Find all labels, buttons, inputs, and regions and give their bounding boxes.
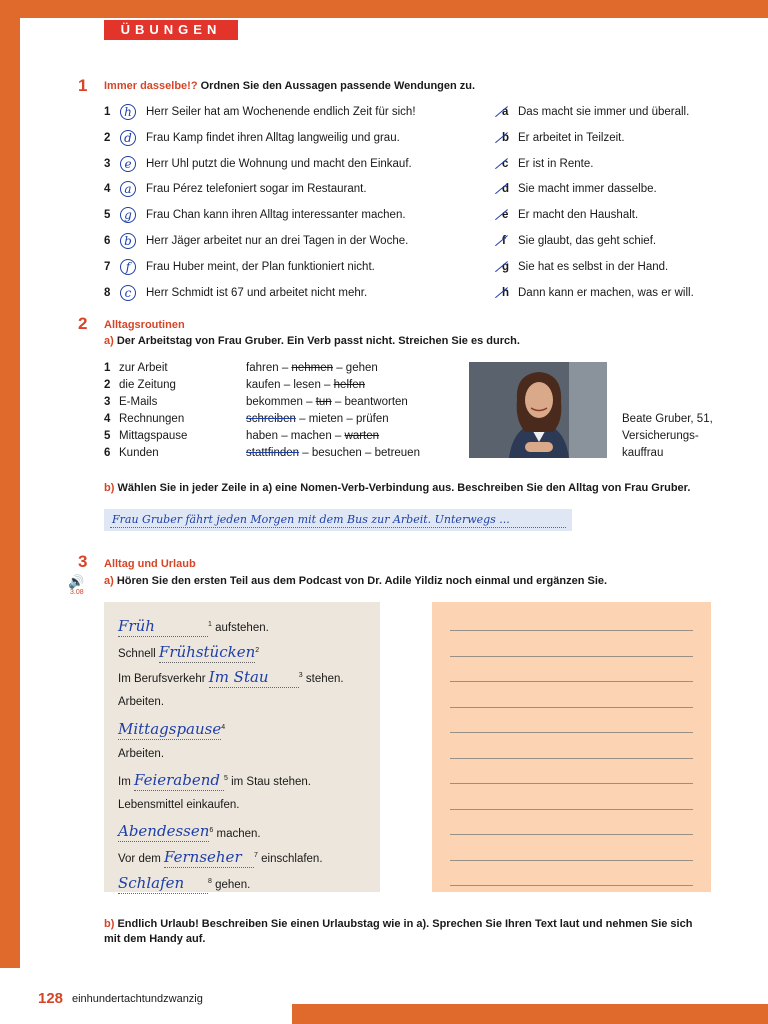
line-text: Arbeiten.: [118, 747, 165, 760]
match-letter: a: [502, 106, 509, 118]
exercise-1-instruction: Ordnen Sie den Aussagen passende Wendungen zu.: [200, 80, 476, 92]
verb-option[interactable]: helfen: [333, 379, 365, 391]
dash: –: [281, 430, 288, 442]
page-number-words: einhundertachtundzwanzig: [72, 993, 203, 1005]
match-text: Er macht den Haushalt.: [518, 209, 639, 222]
row-number: 3: [104, 157, 111, 170]
statement-text: Frau Pérez telefoniert sogar im Restaurant.: [146, 183, 367, 196]
verb-option[interactable]: gehen: [345, 362, 378, 374]
writing-line: [450, 860, 693, 861]
handwritten-answer: Früh: [118, 616, 155, 635]
dash: –: [334, 396, 342, 408]
line-text: stehen.: [305, 673, 344, 686]
handwritten-answer: Frühstücken: [158, 642, 256, 661]
exercise-1-number: 1: [78, 76, 88, 95]
gap-blank[interactable]: [209, 669, 299, 688]
gap-blank[interactable]: [118, 618, 208, 637]
verb-option[interactable]: bekommen: [246, 396, 303, 408]
row-number: 1: [104, 362, 111, 374]
writing-line: [450, 758, 693, 759]
verb-option[interactable]: betreuen: [374, 447, 420, 459]
line-text: Lebensmittel einkaufen.: [118, 798, 240, 811]
noun-text: zur Arbeit: [119, 362, 168, 374]
gap-fill-line: [118, 746, 376, 762]
caption-line: Beate Gruber, 51,: [622, 413, 713, 425]
exercise-3a-instruction: Hören Sie den ersten Teil aus dem Podcast von Dr. Adile Yildiz noch einmal und ergänzen Sie.: [116, 575, 608, 587]
gap-blank[interactable]: [159, 644, 255, 663]
row-number: 7: [104, 260, 111, 273]
gap-number: 4: [221, 723, 226, 731]
verb-row: [104, 377, 464, 393]
row-number: 4: [104, 413, 111, 425]
statement-text: Herr Jäger arbeitet nur an drei Tagen in der Woche.: [146, 235, 409, 247]
dash: –: [302, 447, 309, 459]
line-text: Im: [118, 776, 131, 789]
handwritten-answer: Fernseher: [164, 848, 242, 867]
match-text: Sie macht immer dasselbe.: [518, 183, 657, 196]
line-text: gehen.: [215, 878, 251, 891]
answer-circle[interactable]: d: [120, 130, 136, 146]
match-text: Sie glaubt, das geht schief.: [518, 235, 657, 247]
matching-row: [104, 207, 704, 223]
verb-option[interactable]: mieten: [308, 413, 344, 425]
gap-fill-line: [118, 694, 376, 710]
writing-line: [450, 656, 693, 657]
match-letter: b: [502, 131, 510, 144]
row-number: 2: [104, 379, 111, 391]
match-letter: d: [502, 183, 510, 196]
noun-text: E-Mails: [119, 396, 158, 408]
verb-option[interactable]: prüfen: [356, 413, 389, 425]
gap-number: 1: [208, 621, 212, 628]
exercise-2-number: 2: [78, 314, 88, 333]
line-text: Vor dem: [118, 853, 161, 866]
line-text: im Stau stehen.: [231, 776, 311, 789]
handwritten-answer: Im Stau: [208, 668, 269, 687]
row-number: 5: [104, 430, 111, 442]
writing-line: [450, 783, 693, 784]
verb-row: [104, 360, 464, 376]
exercise-2-title: Alltagsroutinen: [104, 319, 185, 331]
verb-option[interactable]: haben: [246, 430, 278, 442]
dash: –: [346, 413, 353, 425]
writing-line: [450, 630, 693, 631]
dash: –: [324, 379, 331, 391]
verb-option[interactable]: lesen: [293, 379, 321, 391]
gap-fill-line: [118, 874, 376, 890]
match-text: Sie hat es selbst in der Hand.: [518, 260, 669, 273]
gap-number: 6: [209, 826, 214, 834]
verb-row: [104, 411, 464, 427]
dash: –: [299, 413, 306, 425]
top-band: [0, 0, 768, 18]
matching-row: [104, 130, 704, 146]
line-text: aufstehen.: [215, 621, 269, 634]
writing-line: [450, 732, 693, 733]
answer-circle[interactable]: h: [120, 104, 136, 120]
example-answer-text: Frau Gruber fährt jeden Morgen mit dem Bus zur Arbeit. Unterwegs ...: [112, 513, 510, 526]
exercise-3-title: Alltag und Urlaub: [104, 558, 196, 570]
dash: –: [334, 430, 342, 442]
row-number: 3: [104, 396, 111, 408]
photo-caption: [622, 411, 713, 462]
match-letter: h: [502, 286, 510, 299]
match-letter: f: [502, 235, 506, 247]
statement-text: Herr Schmidt ist 67 und arbeitet nicht mehr.: [146, 286, 368, 299]
writing-box[interactable]: [432, 602, 711, 892]
verb-choices: [246, 411, 389, 427]
matching-row: [104, 181, 704, 197]
statement-text: Frau Kamp findet ihren Alltag langweilig und grau.: [146, 131, 400, 144]
verb-choices: [246, 377, 365, 393]
line-text: Schnell: [118, 647, 156, 660]
handwritten-answer: Mittagspause: [118, 719, 222, 738]
dash: –: [336, 362, 343, 374]
verb-option[interactable]: stattfinden: [246, 447, 300, 459]
example-answer-line[interactable]: [104, 509, 572, 531]
answer-circle[interactable]: b: [120, 233, 136, 249]
gap-fill-line: [118, 668, 376, 687]
verb-option[interactable]: tun: [315, 396, 332, 408]
matching-row: [104, 104, 704, 120]
match-text: Er arbeitet in Teilzeit.: [518, 131, 625, 144]
dotted-line: [110, 527, 566, 528]
part-a-label: a): [104, 575, 114, 587]
gap-number: 2: [255, 646, 260, 654]
matching-row: [104, 259, 704, 275]
verb-option[interactable]: besuchen: [311, 447, 362, 459]
answer-circle[interactable]: e: [120, 156, 136, 172]
part-a-label: a): [104, 335, 114, 347]
line-text: Im Berufsverkehr: [118, 673, 206, 686]
exercise-1-heading: [104, 80, 475, 92]
page-number: 128: [38, 990, 64, 1007]
exercise-1-title: Immer dasselbe!?: [104, 80, 198, 92]
verb-row: [104, 445, 464, 461]
verb-option[interactable]: warten: [344, 430, 380, 442]
noun-text: die Zeitung: [119, 379, 176, 391]
gap-blank[interactable]: [164, 849, 254, 868]
verb-choices: [246, 360, 378, 376]
row-number: 5: [104, 209, 111, 222]
gap-blank[interactable]: [134, 772, 224, 791]
verb-option[interactable]: beantworten: [344, 396, 408, 408]
exercise-3-number: 3: [78, 552, 88, 571]
dash: –: [364, 447, 372, 459]
row-number: 2: [104, 131, 111, 144]
gap-blank[interactable]: [118, 875, 208, 894]
part-b-label: b): [104, 918, 115, 930]
verb-option[interactable]: nehmen: [291, 362, 333, 374]
line-text: Arbeiten.: [118, 696, 165, 709]
part-b-label: b): [104, 482, 115, 494]
line-text: machen.: [216, 827, 261, 840]
bottom-band: [292, 1004, 768, 1024]
gap-fill-line: [118, 643, 376, 659]
exercise-3b-instruction: Endlich Urlaub! Beschreiben Sie einen Urlaubstag wie in a). Sprechen Sie Ihren Text laut und nehmen Sie sich mit dem Handy auf.: [104, 918, 693, 945]
left-band: [0, 0, 20, 968]
matching-row: [104, 233, 704, 249]
caption-line: kauffrau: [622, 447, 664, 459]
gap-number: 3: [298, 672, 303, 680]
gap-fill-line: [118, 797, 376, 813]
dash: –: [306, 396, 313, 408]
row-number: 8: [104, 286, 111, 299]
statement-text: Herr Seiler hat am Wochenende endlich Zeit für sich!: [146, 106, 416, 118]
exercise-2b-instruction: Wählen Sie in jeder Zeile in a) eine Nomen-Verb-Verbindung aus. Beschreiben Sie den Alltag von Frau Gruber.: [117, 482, 691, 494]
verb-option[interactable]: schreiben: [246, 413, 296, 425]
exercise-2a-heading: [104, 335, 520, 347]
section-tag: ÜBUNGEN: [104, 20, 238, 40]
noun-text: Kunden: [119, 447, 159, 459]
gap-fill-line: [118, 771, 376, 790]
writing-line: [450, 885, 693, 886]
gap-number: 5: [223, 775, 228, 783]
verb-row: [104, 394, 464, 410]
handwritten-answer: Feierabend: [133, 771, 220, 790]
exercise-2a-instruction: Der Arbeitstag von Frau Gruber. Ein Verb passt nicht. Streichen Sie es durch.: [116, 335, 520, 347]
matching-row: [104, 285, 704, 301]
gap-blank[interactable]: [118, 721, 221, 740]
match-letter: g: [502, 260, 510, 273]
gap-fill-line: [118, 720, 376, 736]
speaker-icon[interactable]: 🔊: [68, 574, 85, 589]
answer-circle[interactable]: f: [120, 259, 136, 275]
match-text: Er ist in Rente.: [518, 157, 594, 170]
exercise-2b-heading: [104, 482, 690, 494]
noun-text: Mittagspause: [119, 430, 188, 442]
gap-number: 7: [254, 852, 258, 860]
audio-track: 3.08: [70, 589, 84, 596]
statement-text: Herr Uhl putzt die Wohnung und macht den Einkauf.: [146, 157, 412, 170]
verb-choices: [246, 445, 420, 461]
exercise-3b-heading: [104, 917, 704, 947]
writing-line: [450, 707, 693, 708]
row-number: 6: [104, 235, 111, 247]
verb-option[interactable]: kaufen: [246, 379, 281, 391]
row-number: 1: [104, 106, 111, 118]
line-text: einschlafen.: [261, 853, 323, 866]
statement-text: Frau Huber meint, der Plan funktioniert nicht.: [146, 260, 375, 273]
gap-fill-line: [118, 617, 376, 633]
row-number: 6: [104, 447, 111, 459]
verb-option[interactable]: machen: [290, 430, 332, 442]
match-letter: c: [502, 157, 509, 170]
dash: –: [281, 362, 289, 374]
woman-photo: [469, 362, 607, 458]
exercise-3a-heading: [104, 575, 607, 587]
gap-number: 8: [208, 878, 212, 885]
gap-blank[interactable]: [118, 823, 209, 842]
handwritten-answer: Schlafen: [118, 873, 185, 892]
row-number: 4: [104, 183, 111, 196]
noun-text: Rechnungen: [119, 413, 185, 425]
caption-line: Versicherungs-: [622, 430, 699, 442]
writing-line: [450, 681, 693, 682]
verb-row: [104, 428, 464, 444]
writing-line: [450, 809, 693, 810]
handwritten-answer: Abendessen: [118, 822, 210, 841]
verb-option[interactable]: fahren: [246, 362, 279, 374]
gap-fill-line: [118, 848, 376, 867]
verb-choices: [246, 394, 408, 410]
match-text: Das macht sie immer und überall.: [518, 106, 690, 118]
answer-circle[interactable]: a: [120, 181, 136, 197]
dash: –: [283, 379, 291, 391]
answer-circle[interactable]: c: [120, 285, 136, 301]
match-letter: e: [502, 209, 509, 222]
gap-fill-line: [118, 823, 376, 839]
statement-text: Frau Chan kann ihren Alltag interessanter machen.: [146, 209, 406, 222]
verb-choices: [246, 428, 379, 444]
matching-row: [104, 156, 704, 172]
answer-circle[interactable]: g: [120, 207, 136, 223]
writing-line: [450, 834, 693, 835]
match-text: Dann kann er machen, was er will.: [518, 286, 694, 299]
